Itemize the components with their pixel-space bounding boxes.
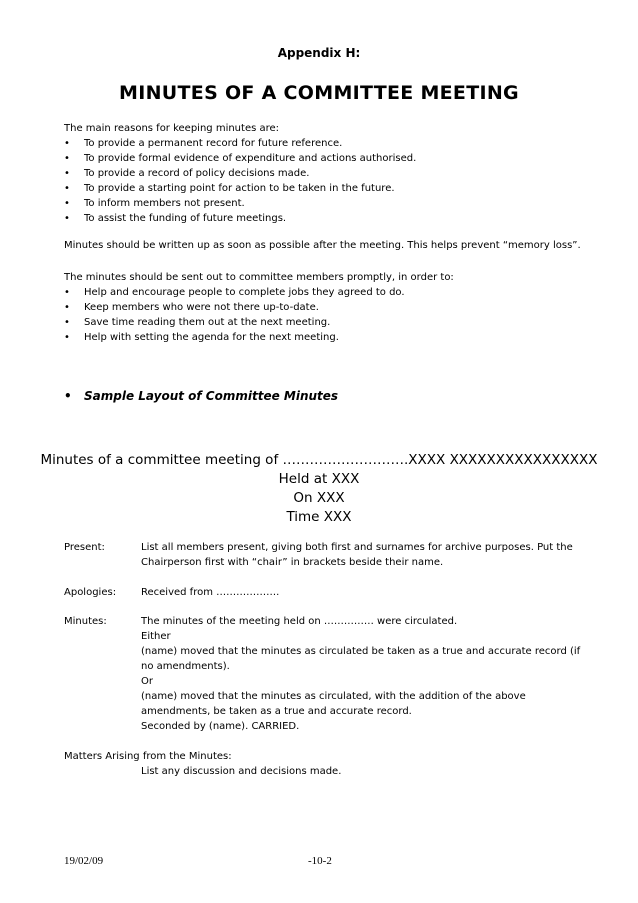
minutes-text: The minutes of the meeting held on …………… were circulated. Either (name) moved that the minutes as circulated be taken as a true and accurate record (if no amendments). Or (name) moved that the minutes as circulated, with the addition of the above amendments, be taken as a true and accurate record. Seconded by (name). CARRIED. [141, 616, 581, 732]
matters-arising-label: Matters Arising from the Minutes: [64, 751, 232, 762]
matters-arising-text: List any discussion and decisions made. [141, 766, 342, 777]
sample-header-time: Time XXX [286, 509, 352, 525]
list-item: • To provide a starting point for action to be taken in the future. [64, 183, 395, 194]
list-item: • Help with setting the agenda for the next meeting. [64, 332, 339, 343]
write-up-note: Minutes should be written up as soon as possible after the meeting. This helps prevent “memory loss”. [64, 240, 581, 251]
bullet-icon: • [64, 302, 70, 313]
bullet-icon: • [64, 198, 70, 209]
sample-header-on: On XXX [293, 490, 345, 506]
footer-date: 19/02/09 [64, 855, 104, 867]
bullet-icon: • [64, 168, 70, 179]
page-number: -10-2 [308, 855, 332, 867]
bullet-icon: • [64, 213, 70, 224]
appendix-label: Appendix H: [277, 46, 361, 60]
apologies-label: Apologies: [64, 587, 117, 598]
bullet-icon: • [64, 138, 70, 149]
send-reasons-list [64, 285, 604, 345]
minutes-label: Minutes: [64, 616, 107, 627]
bullet-icon: • [64, 332, 70, 343]
list-item: • To assist the funding of future meetings. [64, 213, 287, 224]
bullet-icon: • [64, 153, 70, 164]
list-item: • Keep members who were not there up-to-date. [64, 302, 319, 313]
page-title: MINUTES OF A COMMITTEE MEETING [119, 82, 519, 104]
list-item: • To provide a permanent record for future reference. [64, 138, 343, 149]
bullet-icon: • [64, 389, 72, 403]
reasons-intro: The main reasons for keeping minutes are: [64, 123, 280, 134]
sample-layout-heading: • Sample Layout of Committee Minutes [64, 389, 339, 403]
reasons-list [64, 136, 604, 226]
bullet-icon: • [64, 317, 70, 328]
sample-header-line-1: Minutes of a committee meeting of ……………………….XXXX XXXXXXXXXXXXXXXX [40, 452, 598, 468]
present-text: List all members present, giving both first and surnames for archive purposes. Put the Chairperson first with “chair” in brackets beside their name. [141, 542, 573, 568]
list-item: • Save time reading them out at the next meeting. [64, 317, 331, 328]
sample-header-held-at: Held at XXX [278, 471, 360, 487]
bullet-icon: • [64, 287, 70, 298]
list-item: • To provide formal evidence of expenditure and actions authorised. [64, 153, 417, 164]
send-intro: The minutes should be sent out to committee members promptly, in order to: [64, 272, 454, 283]
list-item: • To inform members not present. [64, 198, 245, 209]
present-label: Present: [64, 542, 105, 553]
list-item: • To provide a record of policy decisions made. [64, 168, 310, 179]
list-item: • Help and encourage people to complete jobs they agreed to do. [64, 287, 405, 298]
apologies-text: Received from ………………. [141, 587, 280, 598]
bullet-icon: • [64, 183, 70, 194]
